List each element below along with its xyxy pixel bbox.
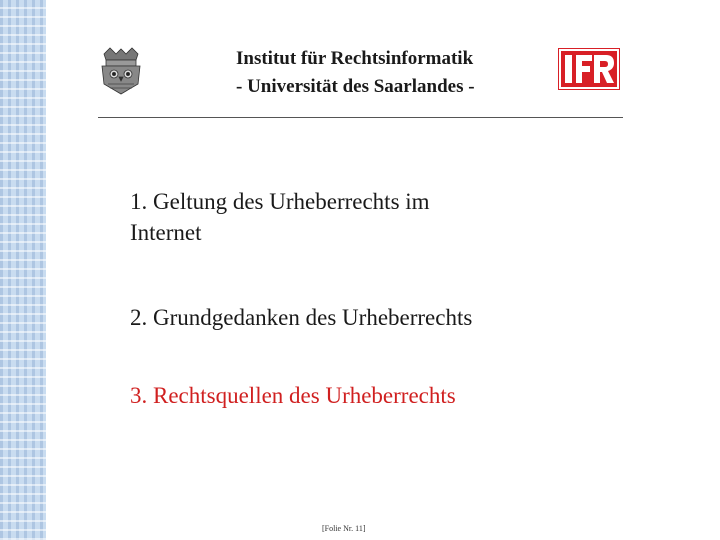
- university-crest-icon: [96, 44, 146, 98]
- slide-number-label: [Folie Nr. 11]: [322, 524, 366, 533]
- header-divider: [98, 117, 623, 118]
- agenda-item-number: 2.: [130, 305, 148, 330]
- agenda-item-text: Grundgedanken des Urheberrechts: [153, 305, 473, 330]
- agenda-item-1: [130, 186, 430, 248]
- university-subtitle: - Universität des Saarlandes -: [236, 76, 475, 97]
- agenda-item-text: Geltung des Urheberrechts im: [153, 189, 430, 214]
- agenda-item-2: [130, 302, 472, 333]
- agenda-item-number: 3.: [130, 383, 148, 408]
- agenda-item-text: Rechtsquellen des Urheberrechts: [153, 383, 456, 408]
- decorative-sidebar-band: [0, 0, 46, 540]
- agenda-item-text-continuation: Internet: [130, 220, 202, 245]
- ifr-logo-icon: [558, 48, 620, 90]
- agenda-item-number: 1.: [130, 189, 148, 214]
- agenda-item-3-current: [130, 380, 456, 411]
- institute-title: Institut für Rechtsinformatik: [236, 48, 474, 69]
